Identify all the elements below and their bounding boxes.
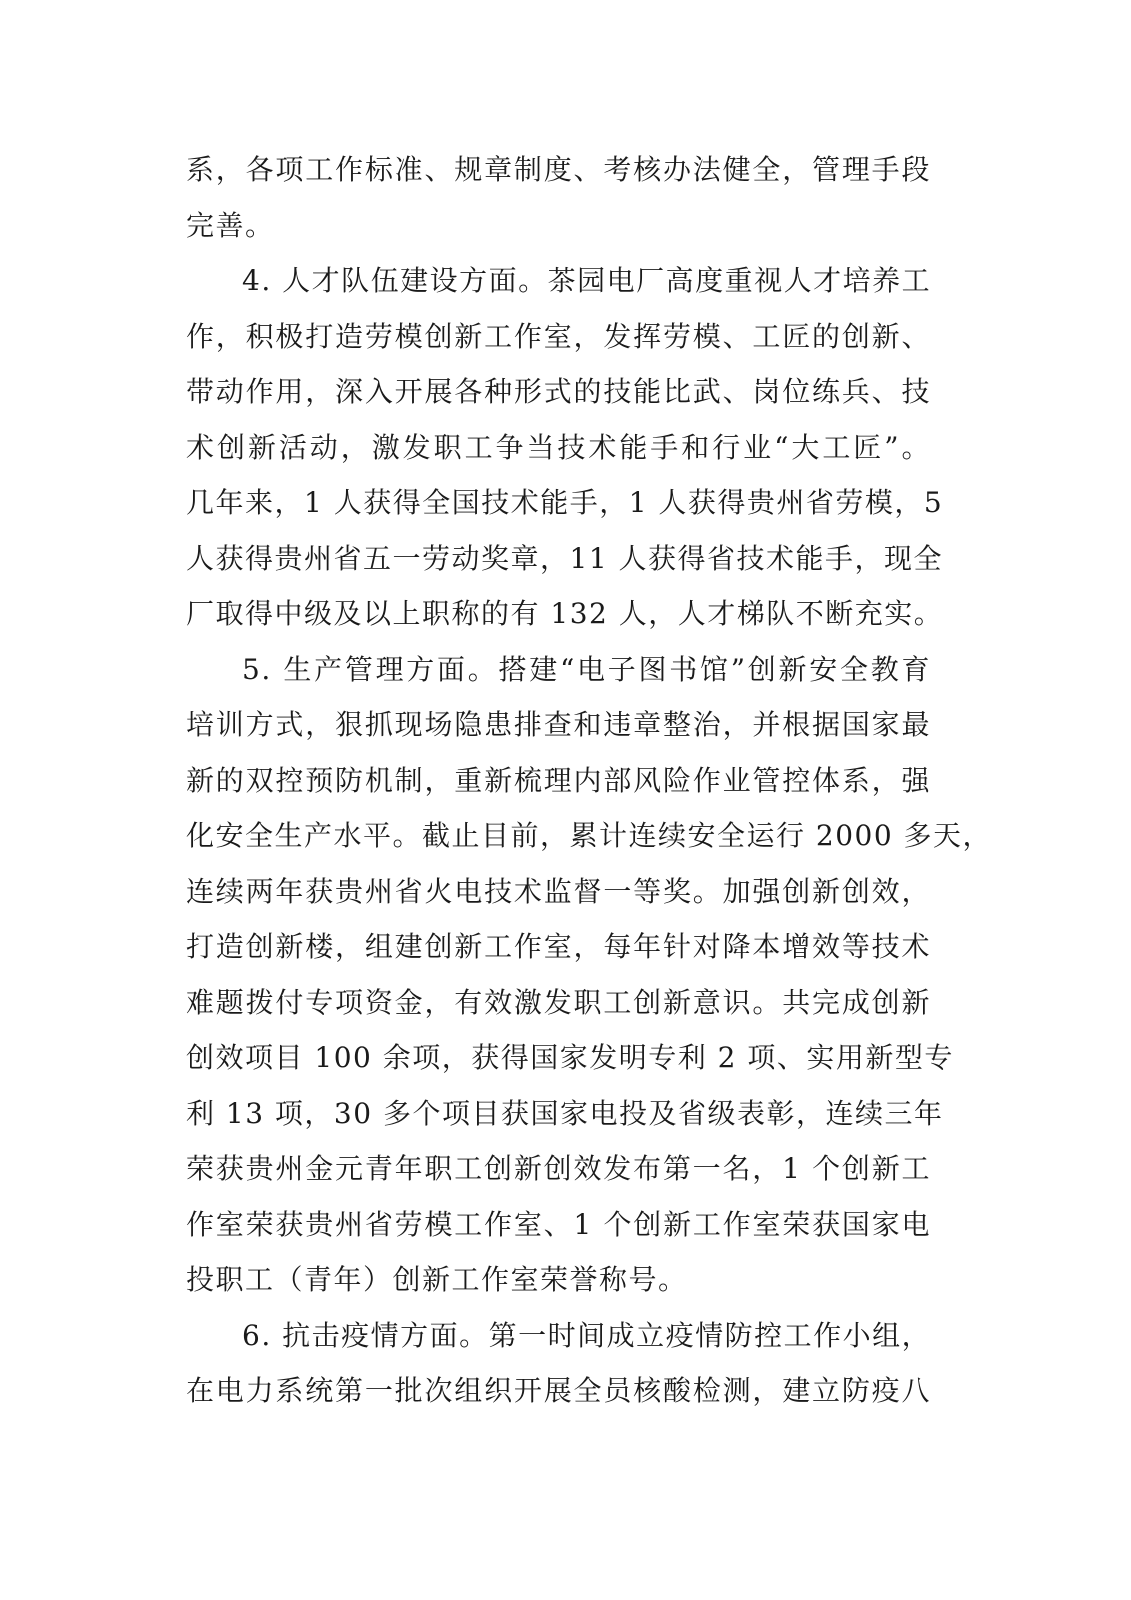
text-line: 在电力系统第一批次组织开展全员核酸检测，建立防疫八 [186, 1374, 931, 1407]
text-line: 作室荣获贵州省劳模工作室、1 个创新工作室荣获国家电 [186, 1207, 931, 1241]
text-line: 完善。 [186, 208, 275, 242]
paragraph-6-heading-line: 6. 抗击疫情方面。第一时间成立疫情防控工作小组， [242, 1318, 932, 1352]
text-line: 系，各项工作标准、规章制度、考核办法健全，管理手段 [186, 153, 931, 186]
body-text [186, 142, 993, 1419]
text-line: 打造创新楼，组建创新工作室，每年针对降本增效等技术 [186, 930, 931, 963]
text-line: 新的双控预防机制，重新梳理内部风险作业管控体系，强 [186, 763, 931, 797]
text-line: 作，积极打造劳模创新工作室，发挥劳模、工匠的创新、 [186, 319, 931, 353]
text-line: 利 13 项，30 多个项目获国家电投及省级表彰，连续三年 [186, 1096, 944, 1130]
text-line: 荣获贵州金元青年职工创新创效发布第一名，1 个创新工 [186, 1152, 931, 1185]
paragraph-4-heading-line: 4. 人才队伍建设方面。茶园电厂高度重视人才培养工 [242, 264, 932, 297]
paragraph-5-heading-line: 5. 生产管理方面。搭建“电子图书馆”创新安全教育 [242, 652, 931, 686]
text-line: 创效项目 100 余项，获得国家发明专利 2 项、实用新型专 [186, 1041, 954, 1074]
text-line: 术创新活动，激发职工争当技术能手和行业“大工匠”。 [186, 430, 931, 464]
text-line: 化安全生产水平。截止目前，累计连续安全运行 2000 多天， [186, 819, 993, 852]
text-line: 厂取得中级及以上职称的有 132 人，人才梯队不断充实。 [186, 597, 944, 630]
text-line: 投职工（青年）创新工作室荣誉称号。 [186, 1263, 688, 1296]
text-line: 培训方式，狠抓现场隐患排查和违章整治，并根据国家最 [186, 708, 931, 741]
text-line: 连续两年获贵州省火电技术监督一等奖。加强创新创效， [186, 874, 931, 908]
text-line: 难题拨付专项资金，有效激发职工创新意识。共完成创新 [186, 985, 931, 1019]
text-line: 几年来，1 人获得全国技术能手，1 人获得贵州省劳模，5 [186, 486, 944, 519]
text-line: 带动作用，深入开展各种形式的技能比武、岗位练兵、技 [186, 375, 931, 408]
text-line: 人获得贵州省五一劳动奖章，11 人获得省技术能手，现全 [186, 541, 944, 575]
